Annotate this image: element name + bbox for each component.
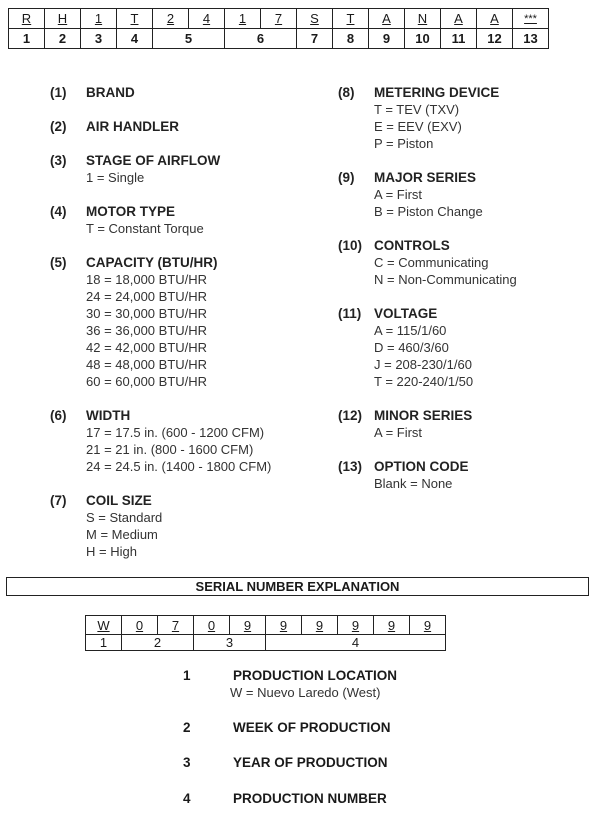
option-line: 24 = 24.5 in. (1400 - 1800 CFM): [86, 459, 272, 474]
serial-position: 4: [266, 635, 446, 651]
option-line: 30 = 30,000 BTU/HR: [86, 306, 208, 321]
serial-item-number: 4: [183, 791, 191, 806]
option-line: S = Standard: [86, 510, 163, 525]
option-line: 60 = 60,000 BTU/HR: [86, 374, 208, 389]
serial-char: 9: [302, 616, 338, 635]
section-metering-device: [338, 84, 598, 152]
option-line: H = High: [86, 544, 137, 559]
model-position: 12: [477, 29, 513, 49]
option-line: 1 = Single: [86, 170, 145, 185]
model-char: 7: [261, 9, 297, 29]
serial-item-title: WEEK OF PRODUCTION: [233, 720, 391, 735]
section-title: BRAND: [86, 85, 135, 100]
legend-left-column: [50, 84, 330, 560]
option-line: T = TEV (TXV): [374, 102, 460, 117]
model-position: 11: [441, 29, 477, 49]
section-title: METERING DEVICE: [374, 85, 500, 100]
model-char: 1: [81, 9, 117, 29]
model-position: 10: [405, 29, 441, 49]
model-char: T: [117, 9, 153, 29]
section-title: MOTOR TYPE: [86, 204, 176, 219]
model-char: H: [45, 9, 81, 29]
section-capacity: [50, 254, 330, 390]
section-number: (3): [50, 153, 67, 168]
option-line: M = Medium: [86, 527, 158, 542]
model-char: A: [441, 9, 477, 29]
model-char: ***: [513, 9, 549, 29]
model-char: A: [369, 9, 405, 29]
serial-number-grid: [85, 615, 446, 651]
section-brand: [50, 84, 330, 101]
option-line: 42 = 42,000 BTU/HR: [86, 340, 208, 355]
option-line: Blank = None: [374, 476, 453, 491]
section-title: WIDTH: [86, 408, 131, 423]
option-line: C = Communicating: [374, 255, 489, 270]
section-number: (11): [338, 306, 362, 321]
serial-char: 9: [230, 616, 266, 635]
option-line: P = Piston: [374, 136, 434, 151]
serial-char: 7: [158, 616, 194, 635]
serial-item-production-number: [180, 790, 480, 807]
section-number: (8): [338, 85, 355, 100]
section-title: AIR HANDLER: [86, 119, 179, 134]
model-char: 1: [225, 9, 261, 29]
section-number: (4): [50, 204, 67, 219]
model-positions-row: [9, 29, 549, 49]
option-line: A = First: [374, 425, 423, 440]
model-char: T: [333, 9, 369, 29]
legend-right-column: [338, 84, 598, 492]
serial-item-number: 2: [183, 720, 191, 735]
model-position: 9: [369, 29, 405, 49]
serial-number-banner: SERIAL NUMBER EXPLANATION: [6, 577, 589, 596]
option-line: 48 = 48,000 BTU/HR: [86, 357, 208, 372]
serial-position: 2: [122, 635, 194, 651]
section-number: (6): [50, 408, 67, 423]
serial-char: 9: [266, 616, 302, 635]
serial-char: 9: [374, 616, 410, 635]
model-char: 2: [153, 9, 189, 29]
option-line: E = EEV (EXV): [374, 119, 462, 134]
section-voltage: [338, 305, 598, 390]
serial-position: 3: [194, 635, 266, 651]
serial-char: 9: [410, 616, 446, 635]
section-coil-size: [50, 492, 330, 560]
section-number: (10): [338, 238, 363, 253]
serial-item-week: [180, 719, 480, 736]
section-title: CAPACITY (BTU/HR): [86, 255, 218, 270]
section-number: (9): [338, 170, 355, 185]
section-number: (2): [50, 119, 67, 134]
model-position: 4: [117, 29, 153, 49]
serial-char: 9: [338, 616, 374, 635]
option-line: 17 = 17.5 in. (600 - 1200 CFM): [86, 425, 265, 440]
section-number: (1): [50, 85, 67, 100]
serial-position: 1: [86, 635, 122, 651]
section-air-handler: [50, 118, 330, 135]
model-position: 13: [513, 29, 549, 49]
serial-item-title: YEAR OF PRODUCTION: [233, 755, 388, 770]
section-title: COIL SIZE: [86, 493, 152, 508]
section-controls: [338, 237, 598, 288]
serial-char: 0: [194, 616, 230, 635]
option-line: A = 115/1/60: [374, 323, 447, 338]
option-line: 36 = 36,000 BTU/HR: [86, 323, 208, 338]
section-motor-type: [50, 203, 330, 237]
serial-item-title: PRODUCTION LOCATION: [233, 668, 397, 683]
model-chars-row: [9, 9, 549, 29]
section-number: (5): [50, 255, 67, 270]
option-line: 24 = 24,000 BTU/HR: [86, 289, 208, 304]
serial-item-number: 1: [183, 668, 191, 683]
model-char: R: [9, 9, 45, 29]
section-number: (12): [338, 408, 363, 423]
section-number: (13): [338, 459, 363, 474]
option-line: A = First: [374, 187, 423, 202]
model-position: 6: [225, 29, 297, 49]
model-char: A: [477, 9, 513, 29]
section-title: OPTION CODE: [374, 459, 469, 474]
option-line: T = Constant Torque: [86, 221, 204, 236]
section-title: MAJOR SERIES: [374, 170, 477, 185]
model-position: 2: [45, 29, 81, 49]
section-option-code: [338, 458, 598, 492]
model-position: 3: [81, 29, 117, 49]
serial-item-production-location: [180, 667, 480, 701]
option-line: 21 = 21 in. (800 - 1600 CFM): [86, 442, 254, 457]
model-char: N: [405, 9, 441, 29]
section-minor-series: [338, 407, 598, 441]
serial-char: W: [86, 616, 122, 635]
model-position: 8: [333, 29, 369, 49]
section-stage-of-airflow: [50, 152, 330, 186]
section-width: [50, 407, 330, 475]
serial-item-year: [180, 754, 480, 771]
model-char: 4: [189, 9, 225, 29]
model-char: S: [297, 9, 333, 29]
option-line: T = 220-240/1/50: [374, 374, 474, 389]
section-title: MINOR SERIES: [374, 408, 473, 423]
model-position: 1: [9, 29, 45, 49]
option-line: 18 = 18,000 BTU/HR: [86, 272, 208, 287]
section-title: STAGE OF AIRFLOW: [86, 153, 221, 168]
section-number: (7): [50, 493, 67, 508]
serial-chars-row: [86, 616, 446, 635]
serial-item-title: PRODUCTION NUMBER: [233, 791, 387, 806]
section-title: VOLTAGE: [374, 306, 438, 321]
serial-item-number: 3: [183, 755, 191, 770]
serial-positions-row: [86, 635, 446, 651]
section-title: CONTROLS: [374, 238, 450, 253]
serial-char: 0: [122, 616, 158, 635]
option-line: N = Non-Communicating: [374, 272, 517, 287]
option-line: B = Piston Change: [374, 204, 483, 219]
model-position: 7: [297, 29, 333, 49]
option-line: D = 460/3/60: [374, 340, 449, 355]
option-line: J = 208-230/1/60: [374, 357, 472, 372]
model-position: 5: [153, 29, 225, 49]
model-number-grid: [8, 8, 549, 49]
section-major-series: [338, 169, 598, 220]
serial-item-detail: W = Nuevo Laredo (West): [230, 685, 381, 700]
